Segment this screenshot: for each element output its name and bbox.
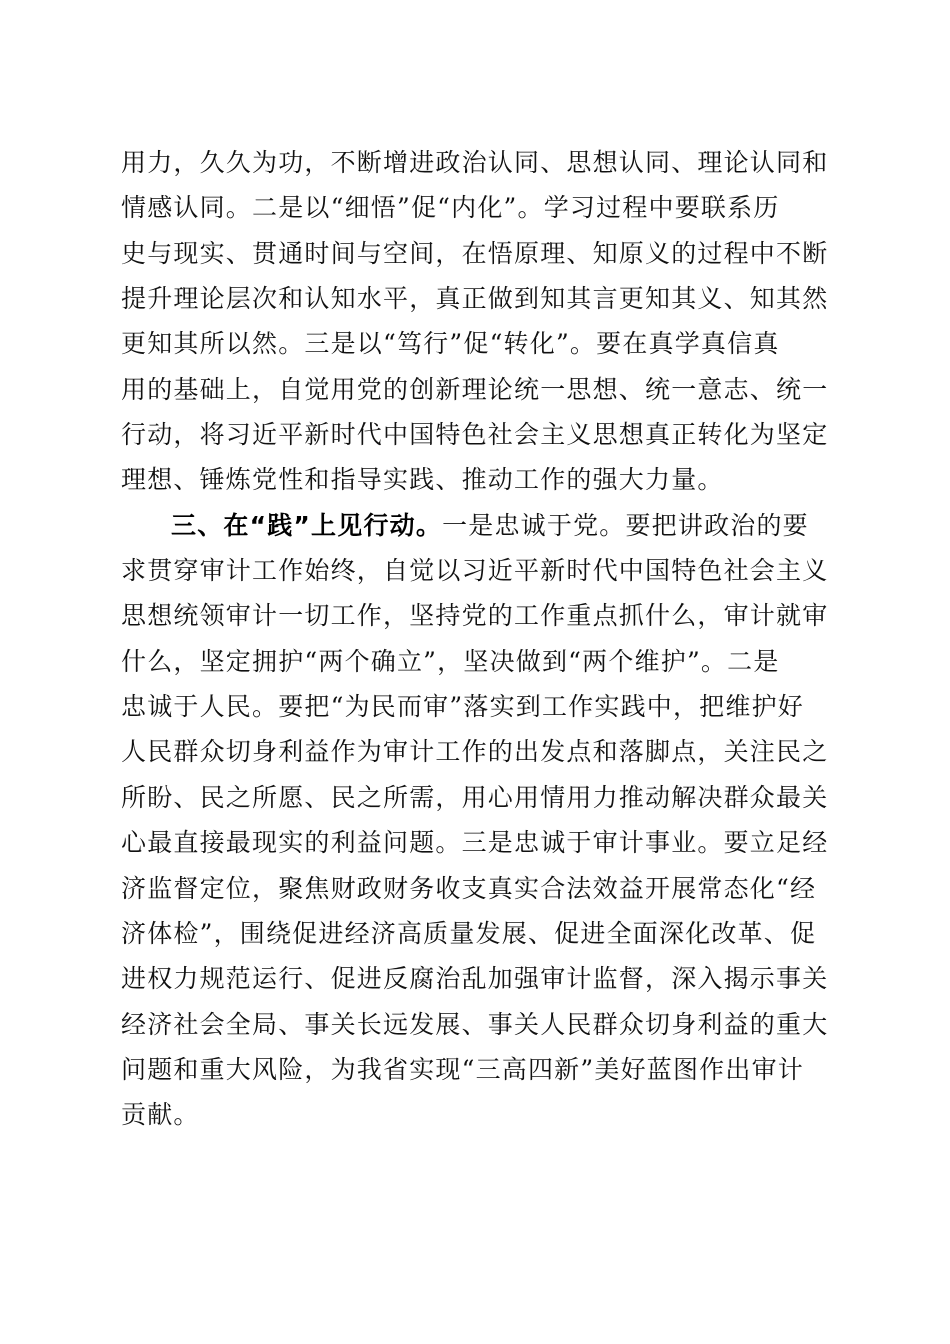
text-line: 情感认同。二是以“细悟”促“内化”。学习过程中要联系历 [121,193,780,223]
text-line: 什么，坚定拥护“两个确立”，坚决做到“两个维护”。二是 [121,646,780,676]
paragraph-2 [121,503,833,1138]
paragraph-1 [121,140,833,503]
text-line: 经济社会全局、事关长远发展、事关人民群众切身利益的重大 [121,1009,829,1039]
text-line: 用的基础上，自觉用党的创新理论统一思想、统一意志、统一 [121,374,829,404]
text-line: 济体检”，围绕促进经济高质量发展、促进全面深化改革、促 [121,918,817,948]
text-line: 贡献。 [121,1100,200,1130]
text-line: 进权力规范运行、促进反腐治乱加强审计监督，深入揭示事关 [121,964,829,994]
text-line: 人民群众切身利益作为审计工作的出发点和落脚点，关注民之 [121,737,829,767]
section-heading: 三、在“践”上见行动。 [171,510,443,540]
paragraph-first-line [121,503,833,548]
text-line: 提升理论层次和认知水平，真正做到知其言更知其义、知其然 [121,284,829,314]
text-line: 济监督定位，聚焦财政财务收支真实合法效益开展常态化“经 [121,873,817,903]
text-line: 史与现实、贯通时间与空间，在悟原理、知原义的过程中不断 [121,238,829,268]
text-line: 行动，将习近平新时代中国特色社会主义思想真正转化为坚定 [121,420,829,450]
text-line: 更知其所以然。三是以“笃行”促“转化”。要在真学真信真 [121,329,780,359]
text-line: 所盼、民之所愿、民之所需，用心用情用力推动解决群众最关 [121,782,829,812]
document-body [121,140,833,1138]
text-line: 忠诚于人民。要把“为民而审”落实到工作实践中，把维护好 [121,692,804,722]
text-line: 心最直接最现实的利益问题。三是忠诚于审计事业。要立足经 [121,828,829,858]
text-line: 求贯穿审计工作始终，自觉以习近平新时代中国特色社会主义 [121,556,829,586]
text-line: 理想、锤炼党性和指导实践、推动工作的强大力量。 [121,465,724,495]
text-line: 问题和重大风险，为我省实现“三高四新”美好蓝图作出审计 [121,1054,804,1084]
text-run: 一是忠诚于党。要把讲政治的要 [442,510,809,540]
text-line: 思想统领审计一切工作，坚持党的工作重点抓什么，审计就审 [121,601,829,631]
text-line: 用力，久久为功，不断增进政治认同、思想认同、理论认同和 [121,148,829,177]
